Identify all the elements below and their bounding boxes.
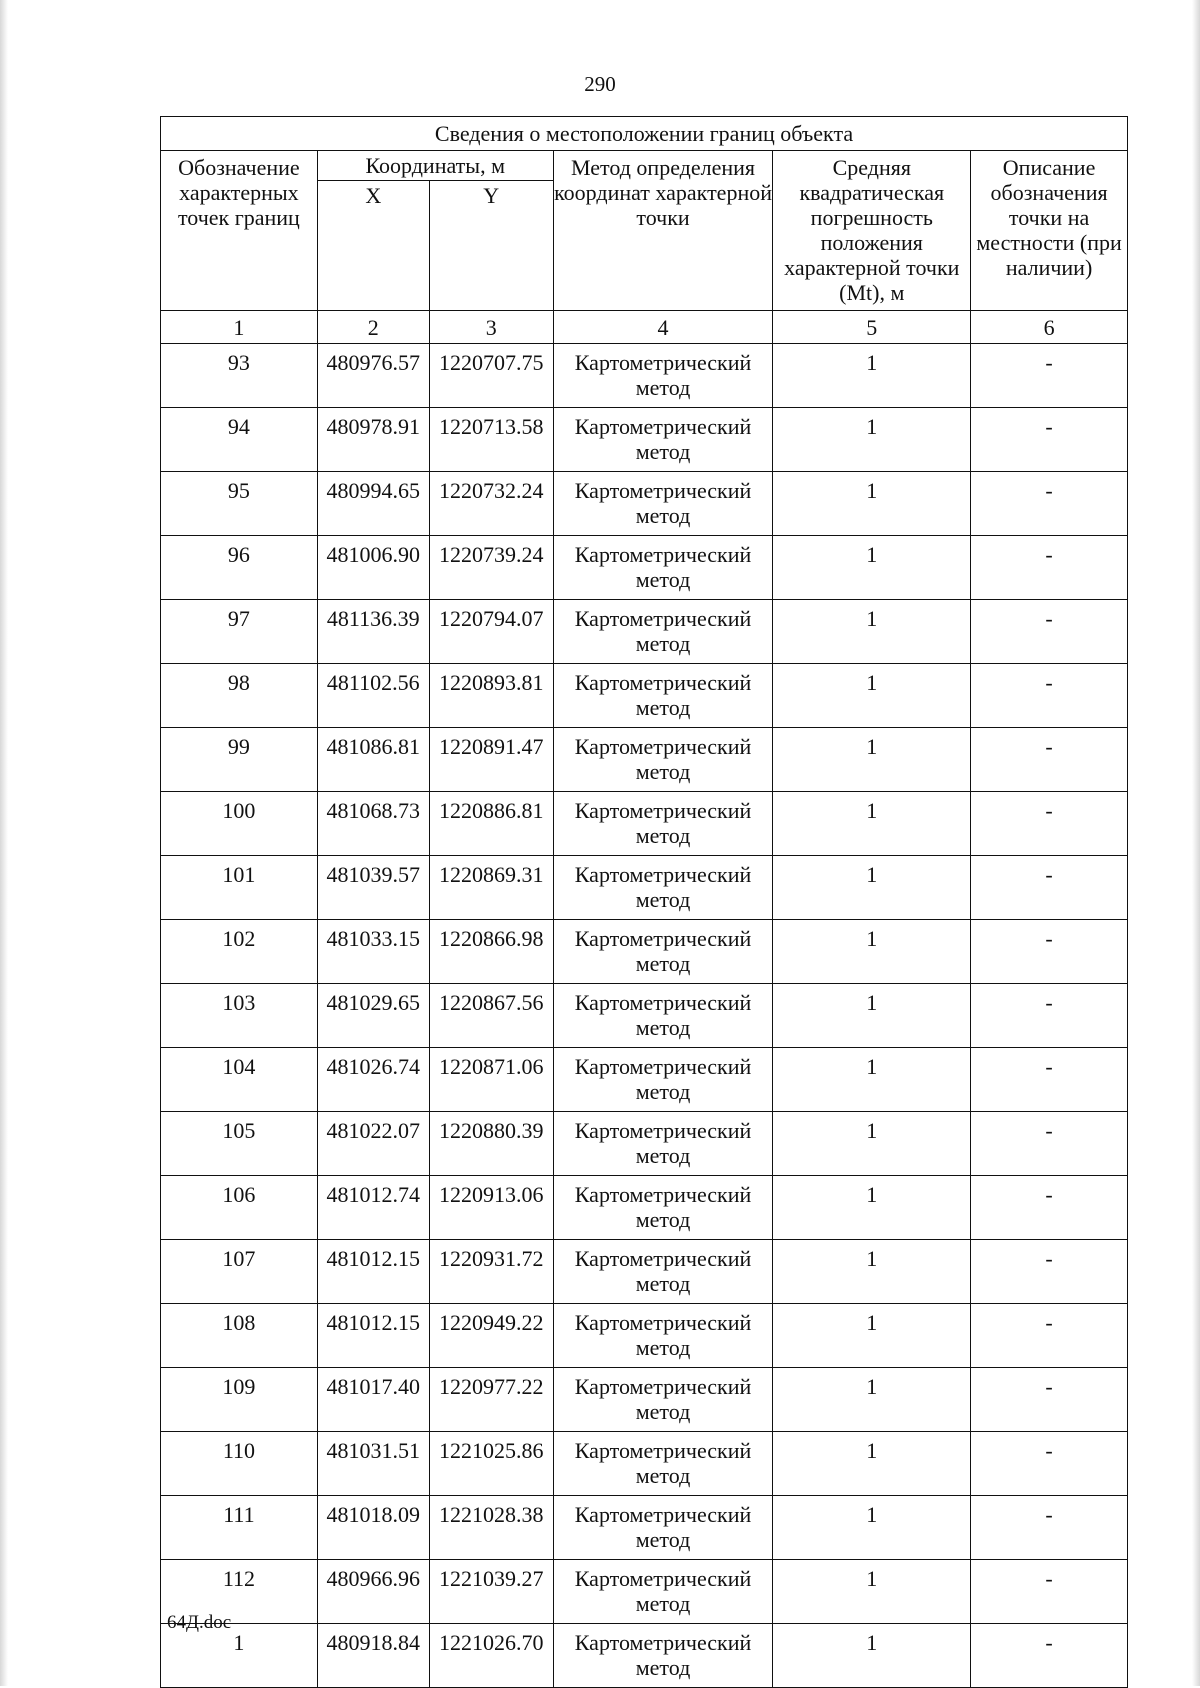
cell-description: - [971, 1624, 1128, 1688]
cell-x: 480978.91 [317, 408, 429, 472]
cell-method: Картометрический метод [553, 1368, 773, 1432]
cell-point: 102 [161, 920, 318, 984]
cell-description: - [971, 408, 1128, 472]
column-number: 6 [971, 311, 1128, 344]
column-number: 1 [161, 311, 318, 344]
table-row [161, 1176, 1128, 1240]
cell-method: Картометрический метод [553, 1560, 773, 1624]
table-row [161, 1112, 1128, 1176]
cell-point: 94 [161, 408, 318, 472]
header-coordinates: Координаты, м [317, 151, 553, 181]
cell-description: - [971, 1304, 1128, 1368]
cell-method: Картометрический метод [553, 1432, 773, 1496]
cell-y: 1221025.86 [429, 1432, 553, 1496]
cell-method: Картометрический метод [553, 1048, 773, 1112]
header-point-designation: Обозначение характерных точек границ [161, 151, 318, 311]
cell-point: 98 [161, 664, 318, 728]
cell-x: 481022.07 [317, 1112, 429, 1176]
cell-error: 1 [773, 920, 971, 984]
cell-method: Картометрический метод [553, 536, 773, 600]
cell-method: Картометрический метод [553, 1240, 773, 1304]
cell-error: 1 [773, 792, 971, 856]
table-row [161, 1560, 1128, 1624]
cell-point: 104 [161, 1048, 318, 1112]
cell-x: 481039.57 [317, 856, 429, 920]
table-row [161, 920, 1128, 984]
cell-description: - [971, 1432, 1128, 1496]
cell-description: - [971, 1496, 1128, 1560]
cell-point: 110 [161, 1432, 318, 1496]
cell-description: - [971, 472, 1128, 536]
table-row [161, 792, 1128, 856]
boundary-coordinates-table [160, 116, 1128, 1688]
cell-y: 1220866.98 [429, 920, 553, 984]
cell-x: 481017.40 [317, 1368, 429, 1432]
cell-method: Картометрический метод [553, 1176, 773, 1240]
cell-point: 99 [161, 728, 318, 792]
cell-error: 1 [773, 408, 971, 472]
table-row [161, 344, 1128, 408]
cell-description: - [971, 792, 1128, 856]
cell-error: 1 [773, 1048, 971, 1112]
footer-filename: 64Д.doc [167, 1612, 232, 1633]
cell-point: 101 [161, 856, 318, 920]
cell-description: - [971, 1176, 1128, 1240]
cell-point: 103 [161, 984, 318, 1048]
cell-description: - [971, 1368, 1128, 1432]
cell-point: 111 [161, 1496, 318, 1560]
cell-y: 1220913.06 [429, 1176, 553, 1240]
cell-y: 1221028.38 [429, 1496, 553, 1560]
cell-y: 1220949.22 [429, 1304, 553, 1368]
table-row [161, 1624, 1128, 1688]
cell-error: 1 [773, 728, 971, 792]
cell-y: 1220739.24 [429, 536, 553, 600]
cell-point: 1 [161, 1624, 318, 1688]
cell-method: Картометрический метод [553, 1624, 773, 1688]
cell-method: Картометрический метод [553, 472, 773, 536]
cell-error: 1 [773, 1368, 971, 1432]
cell-x: 480976.57 [317, 344, 429, 408]
cell-method: Картометрический метод [553, 408, 773, 472]
cell-x: 480966.96 [317, 1560, 429, 1624]
cell-point: 112 [161, 1560, 318, 1624]
cell-point: 96 [161, 536, 318, 600]
cell-x: 481018.09 [317, 1496, 429, 1560]
header-mean-square-error: Средняя квадратическая погрешность положения характерной точки (Mt), м [773, 151, 971, 311]
header-method: Метод определения координат характерной точки [553, 151, 773, 311]
cell-error: 1 [773, 536, 971, 600]
cell-error: 1 [773, 600, 971, 664]
cell-y: 1221039.27 [429, 1560, 553, 1624]
cell-description: - [971, 536, 1128, 600]
cell-description: - [971, 856, 1128, 920]
cell-y: 1220871.06 [429, 1048, 553, 1112]
table-row [161, 600, 1128, 664]
cell-error: 1 [773, 1432, 971, 1496]
cell-y: 1220977.22 [429, 1368, 553, 1432]
cell-x: 480918.84 [317, 1624, 429, 1688]
cell-x: 481031.51 [317, 1432, 429, 1496]
cell-description: - [971, 728, 1128, 792]
cell-error: 1 [773, 472, 971, 536]
cell-y: 1220867.56 [429, 984, 553, 1048]
cell-x: 481102.56 [317, 664, 429, 728]
cell-y: 1220931.72 [429, 1240, 553, 1304]
table-row [161, 1240, 1128, 1304]
cell-method: Картометрический метод [553, 1304, 773, 1368]
cell-error: 1 [773, 1496, 971, 1560]
cell-x: 481012.15 [317, 1304, 429, 1368]
cell-description: - [971, 1048, 1128, 1112]
cell-error: 1 [773, 1176, 971, 1240]
table-caption: Сведения о местоположении границ объекта [161, 117, 1128, 151]
cell-description: - [971, 1112, 1128, 1176]
cell-y: 1220732.24 [429, 472, 553, 536]
table-row [161, 1368, 1128, 1432]
column-number: 5 [773, 311, 971, 344]
cell-method: Картометрический метод [553, 792, 773, 856]
column-number: 2 [317, 311, 429, 344]
cell-point: 105 [161, 1112, 318, 1176]
cell-error: 1 [773, 344, 971, 408]
cell-method: Картометрический метод [553, 856, 773, 920]
cell-point: 100 [161, 792, 318, 856]
cell-x: 481012.15 [317, 1240, 429, 1304]
cell-point: 109 [161, 1368, 318, 1432]
cell-error: 1 [773, 1624, 971, 1688]
table-row [161, 1048, 1128, 1112]
cell-method: Картометрический метод [553, 1496, 773, 1560]
cell-error: 1 [773, 1560, 971, 1624]
cell-description: - [971, 344, 1128, 408]
cell-method: Картометрический метод [553, 984, 773, 1048]
cell-x: 481086.81 [317, 728, 429, 792]
cell-method: Картометрический метод [553, 1112, 773, 1176]
cell-y: 1221026.70 [429, 1624, 553, 1688]
cell-point: 97 [161, 600, 318, 664]
table-row [161, 472, 1128, 536]
cell-error: 1 [773, 664, 971, 728]
cell-error: 1 [773, 1304, 971, 1368]
cell-method: Картометрический метод [553, 728, 773, 792]
column-number: 3 [429, 311, 553, 344]
cell-y: 1220886.81 [429, 792, 553, 856]
cell-error: 1 [773, 856, 971, 920]
header-point-description: Описание обозначения точки на местности (при наличии) [971, 151, 1128, 311]
cell-method: Картометрический метод [553, 344, 773, 408]
column-number: 4 [553, 311, 773, 344]
cell-y: 1220707.75 [429, 344, 553, 408]
table-row [161, 1432, 1128, 1496]
cell-y: 1220893.81 [429, 664, 553, 728]
cell-method: Картометрический метод [553, 920, 773, 984]
cell-point: 107 [161, 1240, 318, 1304]
cell-error: 1 [773, 1240, 971, 1304]
cell-x: 481006.90 [317, 536, 429, 600]
table-row [161, 536, 1128, 600]
scan-edge-right [1192, 0, 1200, 1686]
table-row [161, 728, 1128, 792]
cell-y: 1220880.39 [429, 1112, 553, 1176]
cell-x: 481012.74 [317, 1176, 429, 1240]
header-x: X [317, 181, 429, 311]
cell-method: Картометрический метод [553, 664, 773, 728]
cell-x: 480994.65 [317, 472, 429, 536]
cell-error: 1 [773, 984, 971, 1048]
cell-method: Картометрический метод [553, 600, 773, 664]
cell-y: 1220869.31 [429, 856, 553, 920]
cell-point: 93 [161, 344, 318, 408]
cell-description: - [971, 920, 1128, 984]
cell-point: 108 [161, 1304, 318, 1368]
cell-description: - [971, 984, 1128, 1048]
page-number: 290 [584, 72, 616, 96]
cell-description: - [971, 664, 1128, 728]
cell-error: 1 [773, 1112, 971, 1176]
cell-x: 481136.39 [317, 600, 429, 664]
cell-description: - [971, 1560, 1128, 1624]
table-row [161, 856, 1128, 920]
cell-x: 481026.74 [317, 1048, 429, 1112]
cell-x: 481029.65 [317, 984, 429, 1048]
cell-x: 481033.15 [317, 920, 429, 984]
scan-edge-left [0, 0, 8, 1686]
cell-y: 1220891.47 [429, 728, 553, 792]
cell-x: 481068.73 [317, 792, 429, 856]
header-y: Y [429, 181, 553, 311]
table-row [161, 408, 1128, 472]
table-body [161, 344, 1128, 1688]
cell-y: 1220794.07 [429, 600, 553, 664]
cell-point: 106 [161, 1176, 318, 1240]
cell-description: - [971, 1240, 1128, 1304]
column-number-row [161, 311, 1128, 344]
table-row [161, 1496, 1128, 1560]
cell-description: - [971, 600, 1128, 664]
table-row [161, 664, 1128, 728]
table-row [161, 1304, 1128, 1368]
table-row [161, 984, 1128, 1048]
cell-y: 1220713.58 [429, 408, 553, 472]
cell-point: 95 [161, 472, 318, 536]
